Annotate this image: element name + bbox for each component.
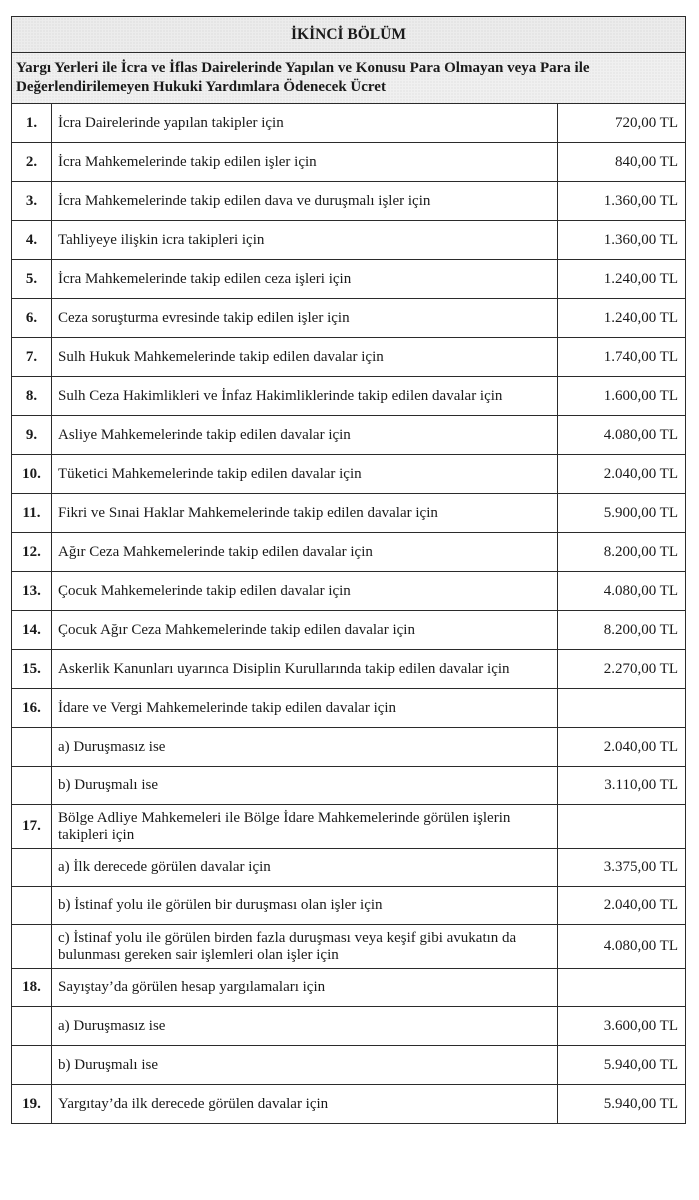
row-amount: 2.040,00 TL xyxy=(558,455,686,494)
row-description: İcra Dairelerinde yapılan takipler için xyxy=(52,104,558,143)
row-description: Bölge Adliye Mahkemeleri ile Bölge İdare Mahkemelerinde görülen işlerin takipleri için xyxy=(52,805,558,849)
row-number xyxy=(12,887,52,925)
table-row xyxy=(12,805,686,849)
row-number xyxy=(12,1007,52,1046)
row-amount: 3.600,00 TL xyxy=(558,1007,686,1046)
row-number: 2. xyxy=(12,143,52,182)
table-row xyxy=(12,494,686,533)
row-description: b) Duruşmalı ise xyxy=(52,1046,558,1085)
row-amount: 1.360,00 TL xyxy=(558,221,686,260)
row-description: İdare ve Vergi Mahkemelerinde takip edilen davalar için xyxy=(52,689,558,728)
row-number: 10. xyxy=(12,455,52,494)
row-description: Yargıtay’da ilk derecede görülen davalar için xyxy=(52,1085,558,1124)
row-number: 5. xyxy=(12,260,52,299)
row-description: İcra Mahkemelerinde takip edilen ceza işleri için xyxy=(52,260,558,299)
row-description: Çocuk Mahkemelerinde takip edilen davalar için xyxy=(52,572,558,611)
table-row xyxy=(12,849,686,887)
row-number: 6. xyxy=(12,299,52,338)
table-row xyxy=(12,969,686,1007)
row-description: a) Duruşmasız ise xyxy=(52,728,558,767)
row-description: İcra Mahkemelerinde takip edilen dava ve duruşmalı işler için xyxy=(52,182,558,221)
row-number: 3. xyxy=(12,182,52,221)
row-number: 18. xyxy=(12,969,52,1007)
row-number xyxy=(12,1046,52,1085)
row-number: 7. xyxy=(12,338,52,377)
table-row xyxy=(12,299,686,338)
table-row xyxy=(12,650,686,689)
row-number: 13. xyxy=(12,572,52,611)
row-number: 15. xyxy=(12,650,52,689)
row-description: a) İlk derecede görülen davalar için xyxy=(52,849,558,887)
fee-table xyxy=(11,16,686,1124)
row-description: Çocuk Ağır Ceza Mahkemelerinde takip edilen davalar için xyxy=(52,611,558,650)
row-number: 14. xyxy=(12,611,52,650)
row-number: 1. xyxy=(12,104,52,143)
row-amount xyxy=(558,969,686,1007)
table-row xyxy=(12,887,686,925)
row-amount: 1.600,00 TL xyxy=(558,377,686,416)
row-description: Sulh Ceza Hakimlikleri ve İnfaz Hakimliklerinde takip edilen davalar için xyxy=(52,377,558,416)
table-row xyxy=(12,533,686,572)
row-number xyxy=(12,767,52,805)
row-description: Sayıştay’da görülen hesap yargılamaları için xyxy=(52,969,558,1007)
table-row xyxy=(12,925,686,969)
table-row xyxy=(12,221,686,260)
table-row xyxy=(12,728,686,767)
row-amount: 2.270,00 TL xyxy=(558,650,686,689)
table-row xyxy=(12,416,686,455)
row-number: 8. xyxy=(12,377,52,416)
row-amount: 2.040,00 TL xyxy=(558,728,686,767)
table-row xyxy=(12,338,686,377)
table-row xyxy=(12,104,686,143)
table-row xyxy=(12,260,686,299)
row-amount: 2.040,00 TL xyxy=(558,887,686,925)
row-amount: 4.080,00 TL xyxy=(558,416,686,455)
table-row xyxy=(12,611,686,650)
row-amount: 4.080,00 TL xyxy=(558,572,686,611)
row-amount: 5.940,00 TL xyxy=(558,1085,686,1124)
row-amount: 3.110,00 TL xyxy=(558,767,686,805)
row-description: Asliye Mahkemelerinde takip edilen davalar için xyxy=(52,416,558,455)
row-number: 16. xyxy=(12,689,52,728)
table-row xyxy=(12,767,686,805)
row-amount xyxy=(558,689,686,728)
row-number: 11. xyxy=(12,494,52,533)
row-description: b) İstinaf yolu ile görülen bir duruşması olan işler için xyxy=(52,887,558,925)
row-number xyxy=(12,925,52,969)
table-row xyxy=(12,182,686,221)
row-amount: 1.740,00 TL xyxy=(558,338,686,377)
row-description: Tahliyeye ilişkin icra takipleri için xyxy=(52,221,558,260)
row-number: 4. xyxy=(12,221,52,260)
row-description: İcra Mahkemelerinde takip edilen işler için xyxy=(52,143,558,182)
table-row xyxy=(12,143,686,182)
row-description: Sulh Hukuk Mahkemelerinde takip edilen davalar için xyxy=(52,338,558,377)
row-number: 9. xyxy=(12,416,52,455)
row-number xyxy=(12,728,52,767)
row-amount: 720,00 TL xyxy=(558,104,686,143)
row-amount: 8.200,00 TL xyxy=(558,611,686,650)
row-number: 19. xyxy=(12,1085,52,1124)
row-amount: 840,00 TL xyxy=(558,143,686,182)
table-row xyxy=(12,1046,686,1085)
table-row xyxy=(12,572,686,611)
section-heading-row xyxy=(12,53,686,104)
row-amount: 5.940,00 TL xyxy=(558,1046,686,1085)
row-description: Ağır Ceza Mahkemelerinde takip edilen davalar için xyxy=(52,533,558,572)
row-description: c) İstinaf yolu ile görülen birden fazla duruşması veya keşif gibi avukatın da bulunması gereken sair işlemleri olan işler için xyxy=(52,925,558,969)
row-description: b) Duruşmalı ise xyxy=(52,767,558,805)
table-row xyxy=(12,455,686,494)
fee-document xyxy=(11,16,685,1124)
section-title-row xyxy=(12,17,686,53)
table-row xyxy=(12,1085,686,1124)
row-description: Tüketici Mahkemelerinde takip edilen davalar için xyxy=(52,455,558,494)
section-heading: Yargı Yerleri ile İcra ve İflas Dairelerinde Yapılan ve Konusu Para Olmayan veya Para ile Değerlendirilemeyen Hukuki Yardımlara Ödenecek Ücret xyxy=(12,53,686,104)
row-amount: 4.080,00 TL xyxy=(558,925,686,969)
row-number: 17. xyxy=(12,805,52,849)
table-row xyxy=(12,1007,686,1046)
row-description: Askerlik Kanunları uyarınca Disiplin Kurullarında takip edilen davalar için xyxy=(52,650,558,689)
row-amount: 1.240,00 TL xyxy=(558,299,686,338)
row-number: 12. xyxy=(12,533,52,572)
table-row xyxy=(12,689,686,728)
row-number xyxy=(12,849,52,887)
row-amount: 5.900,00 TL xyxy=(558,494,686,533)
table-row xyxy=(12,377,686,416)
row-description: a) Duruşmasız ise xyxy=(52,1007,558,1046)
row-description: Fikri ve Sınai Haklar Mahkemelerinde takip edilen davalar için xyxy=(52,494,558,533)
row-description: Ceza soruşturma evresinde takip edilen işler için xyxy=(52,299,558,338)
section-title: İKİNCİ BÖLÜM xyxy=(12,17,686,53)
row-amount xyxy=(558,805,686,849)
row-amount: 1.360,00 TL xyxy=(558,182,686,221)
row-amount: 8.200,00 TL xyxy=(558,533,686,572)
row-amount: 1.240,00 TL xyxy=(558,260,686,299)
row-amount: 3.375,00 TL xyxy=(558,849,686,887)
